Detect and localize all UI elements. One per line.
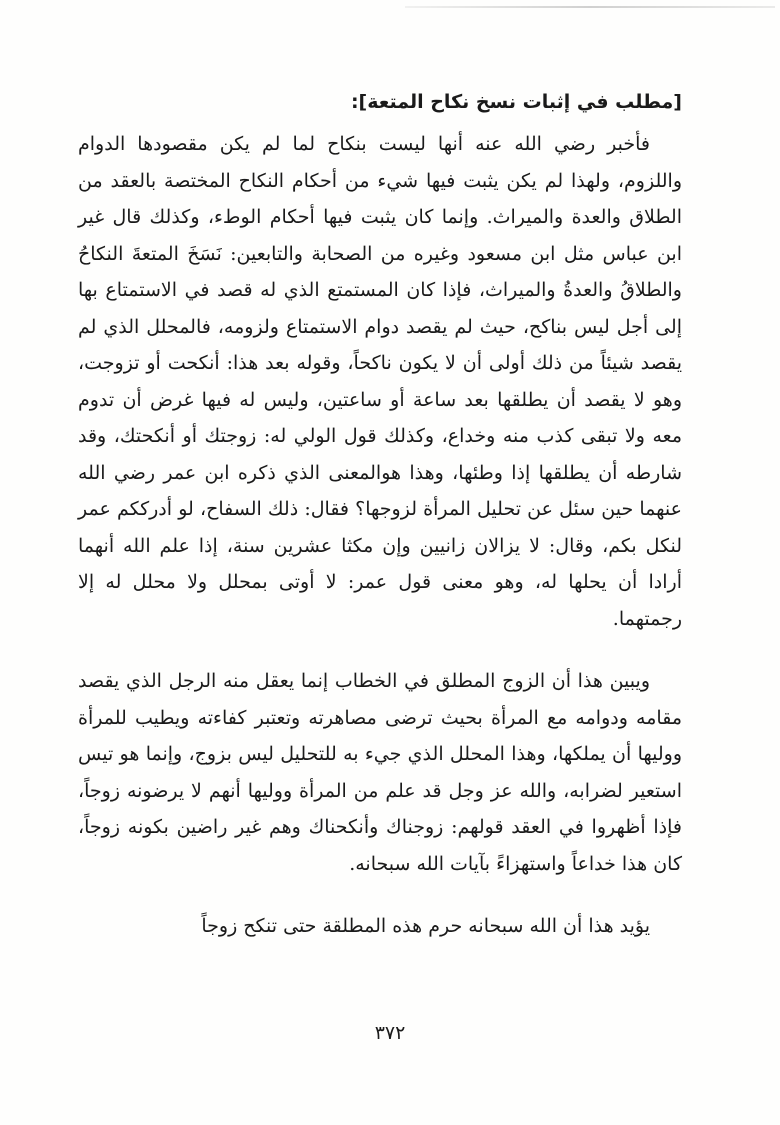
paragraph-1: فأخبر رضي الله عنه أنها ليست بنكاح لما لم يكن مقصودها الدوام واللزوم، ولهذا لم يكن يثبت فيها شيء من أحكام النكاح المختصة بالعقد من الطلاق والعدة والميراث. وإنما كان يثبت فيها أحكام الوطء، وكذلك قال غير ابن عباس مثل ابن مسعود وغيره من الصحابة والتابعين: نَسَخَ المتعةَ النكاحُ والطلاقُ والعدةُ والميراث، فإذا كان المستمتع الذي له قصد في الاستمتاع بها إلى أجل ليس بناكح، حيث لم يقصد دوام الاستمتاع ولزومه، فالمحلل الذي لم يقصد شيئاً من ذلك أولى أن لا يكون ناكحاً، وقوله بعد هذا: أنكحت أو تزوجت، وهو لا يقصد أن يطلقها بعد ساعة أو ساعتين، وليس له فيها غرض أن تدوم معه ولا تبقى كذب منه وخداع، وكذلك قول الولي له: زوجتك أو أنكحتك، وقد شارطه أن يطلقها إذا وطئها، وهذا هوالمعنى الذي ذكره ابن عمر رضي الله عنهما حين سئل عن تحليل المرأة لزوجها؟ فقال: ذلك السفاح، لو أدرككم عمر لنكل بكم، وقال: لا يزالان زانيين وإن مكثا عشرين سنة، إذا علم الله أنهما أرادا أن يحلها له، وهو معنى قول عمر: لا أوتى بمحلل ولا محلل له إلا رجمتهما. xyxy=(78,133,682,630)
page-number: ٣٧٢ xyxy=(374,1022,406,1044)
paragraph-2: ويبين هذا أن الزوج المطلق في الخطاب إنما يعقل منه الرجل الذي يقصد مقامه ودوامه مع المرأة بحيث ترضى مصاهرته وتعتبر كفاءته ويطيب للمرأة ووليها أن يملكها، وهذا المحلل الذي جيء به للتحليل ليس بزوج، وإنما هو تيس استعير لضرابه، والله عز وجل قد علم من المرأة ووليها أنهم لا يرضونه زوجاً، فإذا أظهروا في العقد قولهم: زوجناك وأنكحناك وهم غير راضين بكونه زوجاً، كان هذا خداعاً واستهزاءً بآيات الله سبحانه. xyxy=(78,670,682,875)
top-edge-rule xyxy=(405,6,775,8)
section-heading: [مطلب في إثبات نسخ نكاح المتعة]: xyxy=(350,91,682,113)
page-body xyxy=(78,84,682,945)
paragraph-3: يؤيد هذا أن الله سبحانه حرم هذه المطلقة حتى تنكح زوجاً xyxy=(201,915,650,937)
